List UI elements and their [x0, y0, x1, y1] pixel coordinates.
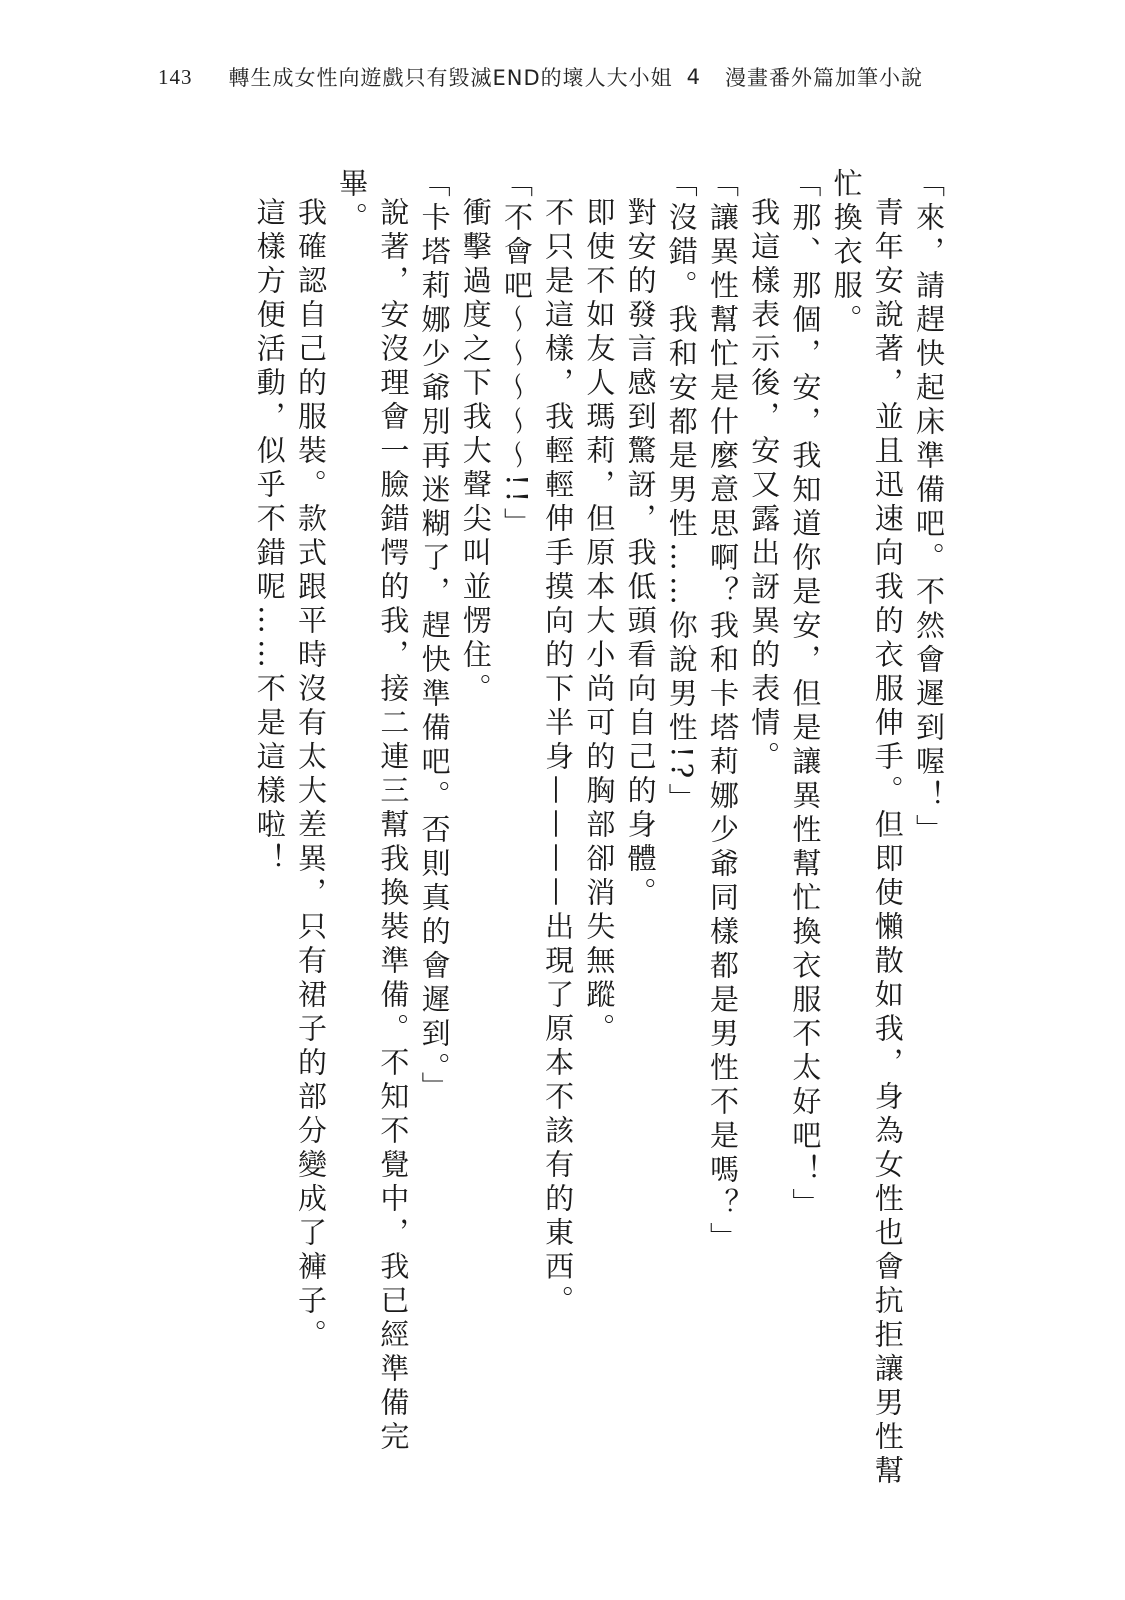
paragraph: 「那、那個，安，我知道你是安，但是讓異性幫忙換衣服不太好吧！」	[788, 168, 823, 1222]
paragraph: 「來，請趕快起床準備吧。不然會遲到喔！」	[912, 168, 946, 848]
book-volume: 4	[686, 65, 702, 89]
paragraph: 對安的發言感到驚訝，我低頭看向自己的身體。	[623, 197, 658, 911]
paragraph: 「沒錯。我和安都是男性……你說男性!?」	[664, 168, 699, 818]
paragraph: 「不會吧～～～～～!!」	[499, 168, 534, 542]
vertical-body-text	[249, 168, 949, 1498]
paragraph: 即使不如友人瑪莉，但原本大小尚可的胸部卻消失無蹤。	[582, 197, 617, 1047]
paragraph: 不只是這樣，我輕輕伸手摸向的下半身————出現了原本不該有的東西。	[541, 197, 576, 1319]
paragraph: 我確認自己的服裝。款式跟平時沒有太大差異，只有裙子的部分變成了褲子。	[293, 197, 328, 1353]
page-header	[158, 62, 923, 92]
paragraph: 青年安說著，並且迅速向我的衣服伸手。但即使懶散如我，身為女性也會抗拒讓男性幫忙換衣服。	[829, 168, 905, 1489]
paragraph: 這樣方便活動，似乎不錯呢……不是這樣啦！	[252, 197, 287, 877]
book-section: 漫畫番外篇加筆小說	[725, 66, 924, 90]
paragraph: 「卡塔莉娜少爺別再迷糊了，趕快準備吧。否則真的會遲到。」	[417, 168, 452, 1106]
paragraph: 說著，安沒理會一臉錯愕的我，接二連三幫我換裝準備。不知不覺中，我已經準備完畢。	[335, 168, 411, 1455]
book-title: 轉生成女性向遊戲只有毀滅END的壞人大小姐	[228, 66, 673, 90]
paragraph: 我這樣表示後，安又露出訝異的表情。	[747, 197, 782, 775]
page-number: 143	[158, 64, 193, 89]
paragraph: 「讓異性幫忙是什麼意思啊？我和卡塔莉娜少爺同樣都是男性不是嗎？」	[705, 168, 740, 1256]
paragraph: 衝擊過度之下我大聲尖叫並愣住。	[458, 197, 493, 707]
